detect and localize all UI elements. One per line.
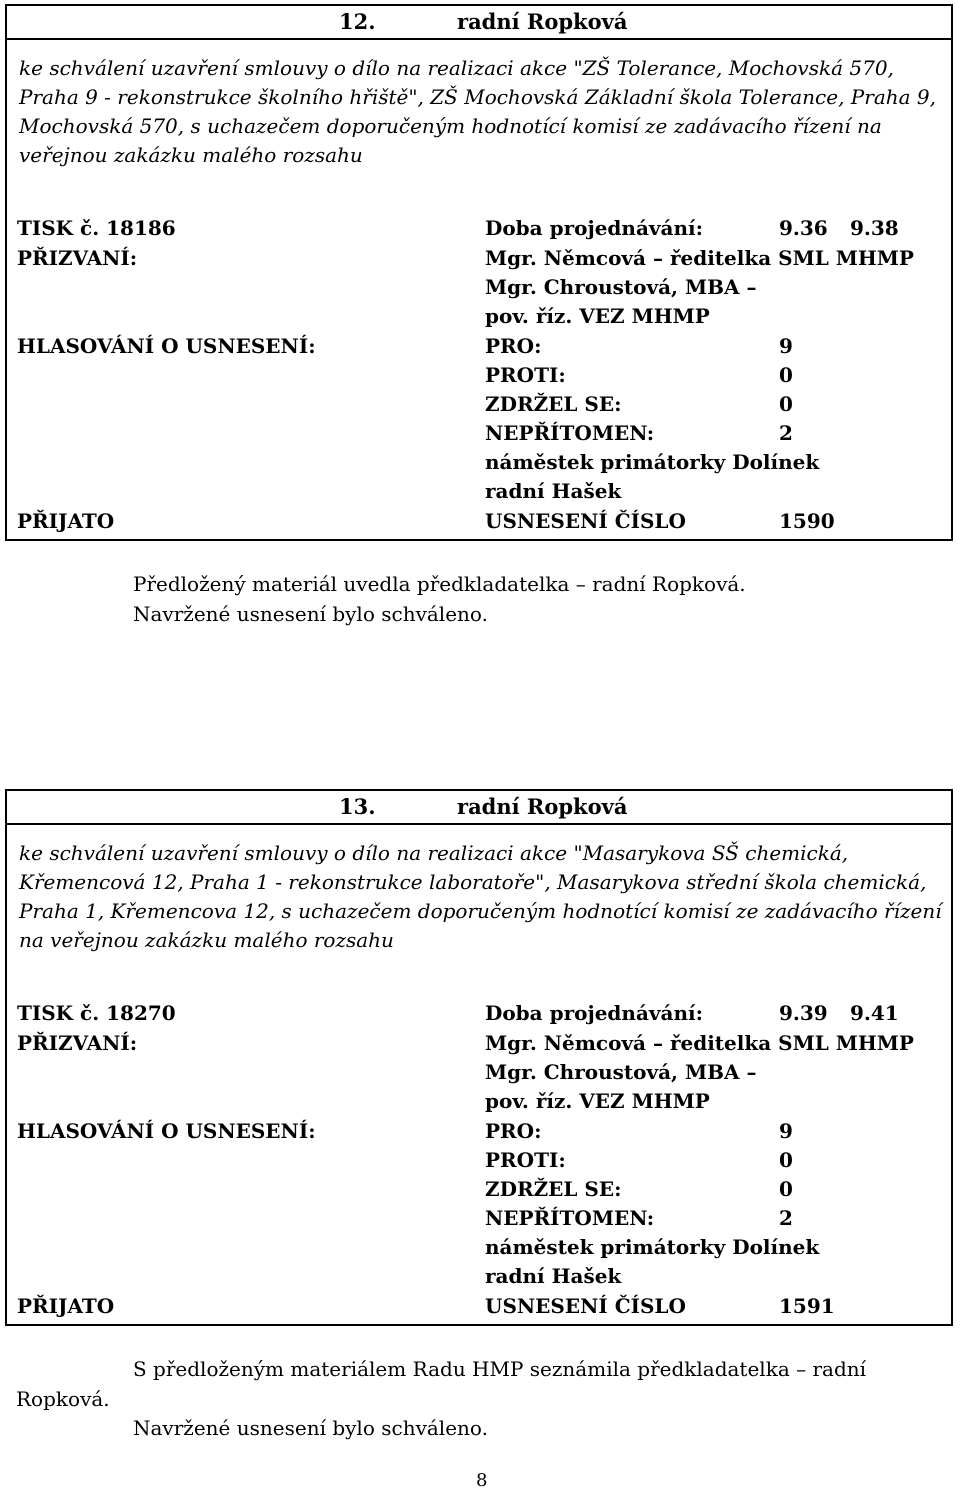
- usneseni-label: USNESENÍ ČÍSLO: [485, 509, 686, 533]
- item-header: [7, 6, 951, 40]
- usneseni-label: USNESENÍ ČÍSLO: [485, 1294, 686, 1318]
- absent-person-1: náměstek primátorky Dolínek: [485, 1235, 820, 1259]
- prizvani-person-1: Mgr. Němcová – ředitelka SML MHMP: [485, 1031, 914, 1055]
- doba-from: 9.36: [779, 216, 828, 240]
- nepritomen-value: 2: [779, 421, 793, 445]
- doba-label: Doba projednávání:: [485, 1001, 703, 1025]
- proti-value: 0: [779, 1148, 793, 1172]
- zdrzel-value: 0: [779, 1177, 793, 1201]
- usneseni-number: 1591: [779, 1294, 835, 1318]
- item-13-note-line-1b: Ropková.: [16, 1387, 110, 1411]
- pro-label: PRO:: [485, 1119, 542, 1143]
- absent-person-2: radní Hašek: [485, 479, 622, 503]
- prizvani-person-2: Mgr. Chroustová, MBA –: [485, 275, 757, 299]
- page-number: 8: [476, 1470, 488, 1491]
- absent-person-2: radní Hašek: [485, 1264, 622, 1288]
- item-header: [7, 791, 951, 825]
- prizvani-person-2-role: pov. říz. VEZ MHMP: [485, 1089, 710, 1113]
- pro-value: 9: [779, 1119, 793, 1143]
- prizvani-label: PŘIZVANÍ:: [17, 1031, 138, 1055]
- hlasovani-label: HLASOVÁNÍ O USNESENÍ:: [17, 1119, 316, 1143]
- prijato-label: PŘIJATO: [17, 1294, 115, 1318]
- zdrzel-label: ZDRŽEL SE:: [485, 392, 622, 416]
- tisk-number: TISK č. 18186: [17, 216, 176, 240]
- item-13-note-line-2: Navržené usnesení bylo schváleno.: [133, 1416, 488, 1440]
- agenda-item-13: [5, 789, 953, 1326]
- item-number: 13.: [339, 794, 376, 819]
- item-speaker: radní Ropková: [457, 9, 628, 34]
- item-12-note-line-2: Navržené usnesení bylo schváleno.: [133, 602, 488, 626]
- tisk-number: TISK č. 18270: [17, 1001, 176, 1025]
- zdrzel-value: 0: [779, 392, 793, 416]
- pro-label: PRO:: [485, 334, 542, 358]
- prizvani-person-2: Mgr. Chroustová, MBA –: [485, 1060, 757, 1084]
- doba-to: 9.38: [850, 216, 899, 240]
- agenda-item-12: [5, 4, 953, 541]
- hlasovani-label: HLASOVÁNÍ O USNESENÍ:: [17, 334, 316, 358]
- item-number: 12.: [339, 9, 376, 34]
- prizvani-person-2-role: pov. říz. VEZ MHMP: [485, 304, 710, 328]
- usneseni-number: 1590: [779, 509, 835, 533]
- nepritomen-value: 2: [779, 1206, 793, 1230]
- proti-label: PROTI:: [485, 1148, 566, 1172]
- absent-person-1: náměstek primátorky Dolínek: [485, 450, 820, 474]
- prijato-label: PŘIJATO: [17, 509, 115, 533]
- item-description: ke schválení uzavření smlouvy o dílo na realizaci akce "Masarykova SŠ chemická, Křemencová 12, Praha 1 - rekonstrukce laboratoře", Masarykova střední škola chemická, Praha 1, Křemencova 12, s uchazečem doporučeným hodnotící komisí ze zadávacího řízení na veřejnou zakázku malého rozsahu: [19, 841, 942, 952]
- proti-label: PROTI:: [485, 363, 566, 387]
- item-description: ke schválení uzavření smlouvy o dílo na realizaci akce "ZŠ Tolerance, Mochovská 570, Praha 9 - rekonstrukce školního hřiště", ZŠ Mochovská Základní škola Tolerance, Praha 9, Mochovská 570, s uchazečem doporučeným hodnotící komisí ze zadávacího řízení na veřejnou zakázku malého rozsahu: [19, 56, 936, 167]
- proti-value: 0: [779, 363, 793, 387]
- doba-label: Doba projednávání:: [485, 216, 703, 240]
- item-speaker: radní Ropková: [457, 794, 628, 819]
- item-13-note-line-1: S předloženým materiálem Radu HMP seznámila předkladatelka – radní: [133, 1357, 867, 1381]
- zdrzel-label: ZDRŽEL SE:: [485, 1177, 622, 1201]
- nepritomen-label: NEPŘÍTOMEN:: [485, 421, 655, 445]
- prizvani-label: PŘIZVANÍ:: [17, 246, 138, 270]
- item-12-note-line-1: Předložený materiál uvedla předkladatelka – radní Ropková.: [133, 572, 746, 596]
- pro-value: 9: [779, 334, 793, 358]
- doba-from: 9.39: [779, 1001, 828, 1025]
- prizvani-person-1: Mgr. Němcová – ředitelka SML MHMP: [485, 246, 914, 270]
- doba-to: 9.41: [850, 1001, 899, 1025]
- nepritomen-label: NEPŘÍTOMEN:: [485, 1206, 655, 1230]
